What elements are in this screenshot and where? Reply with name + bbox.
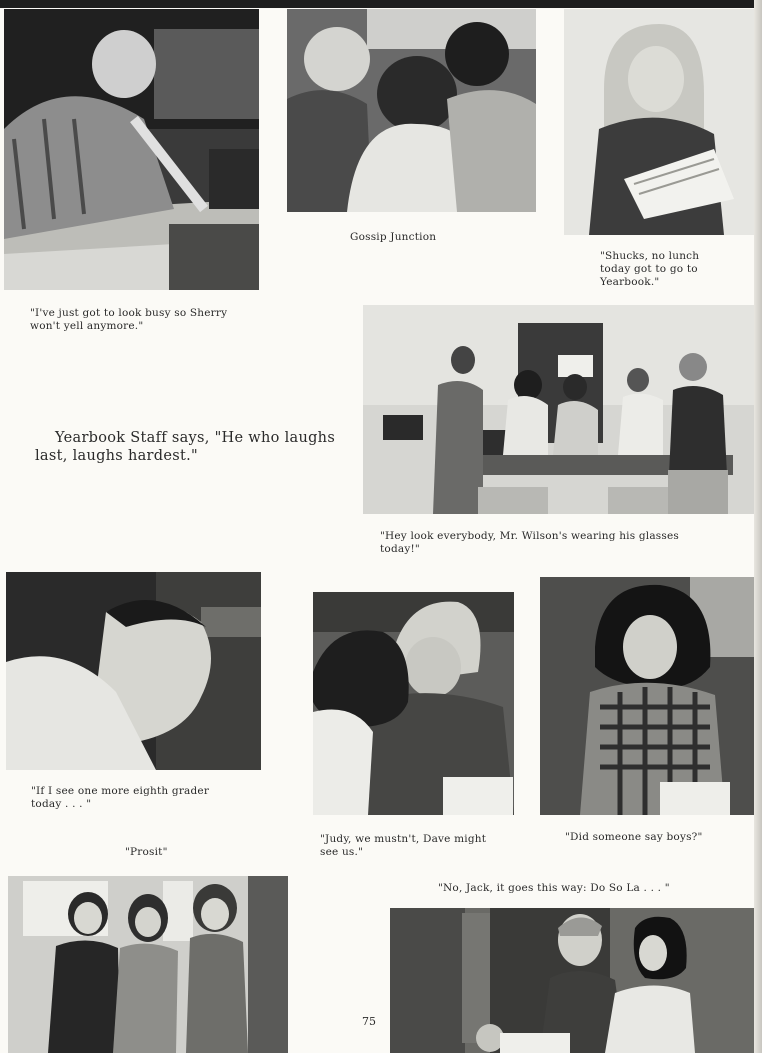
caption-line: won't yell anymore." xyxy=(30,320,144,332)
binding-edge xyxy=(754,0,762,1053)
photo-man-looking-down xyxy=(6,572,261,770)
caption-look-busy xyxy=(30,307,227,333)
caption-line: today got to go to xyxy=(600,263,698,275)
photo-gossip-junction xyxy=(287,9,536,212)
caption-wilson-glasses xyxy=(380,530,679,556)
caption-gossip-junction: Gossip Junction xyxy=(350,231,437,243)
caption-prosit: "Prosit" xyxy=(125,846,168,858)
caption-line: Yearbook." xyxy=(600,276,660,288)
caption-line: see us." xyxy=(320,846,364,858)
photo-boy-at-desk xyxy=(4,9,259,290)
caption-do-so-la: "No, Jack, it goes this way: Do So La . . . " xyxy=(438,882,670,894)
caption-line: "Hey look everybody, Mr. Wilson's wearing his glasses xyxy=(380,530,679,542)
caption-did-someone-say-boys: "Did someone say boys?" xyxy=(565,831,703,843)
caption-line: "Judy, we mustn't, Dave might xyxy=(320,833,487,845)
photo-girl-with-papers xyxy=(564,9,754,235)
top-page-edge xyxy=(0,0,762,8)
feature-line-1: Yearbook Staff says, "He who laughs xyxy=(55,430,336,446)
caption-judy xyxy=(320,833,486,859)
caption-shucks xyxy=(600,250,699,289)
caption-line: "If I see one more eighth grader xyxy=(31,785,210,797)
page-number: 75 xyxy=(362,1015,376,1028)
photo-three-girls xyxy=(8,876,288,1053)
photo-judy-and-friend xyxy=(313,592,514,815)
feature-line-2: last, laughs hardest." xyxy=(35,448,198,464)
caption-line: "I've just got to look busy so Sherry xyxy=(30,307,228,319)
photo-yearbook-staff-room xyxy=(363,305,754,514)
caption-line: today . . . " xyxy=(31,798,92,810)
photo-do-so-la xyxy=(390,908,754,1053)
caption-line: "Shucks, no lunch xyxy=(600,250,700,262)
caption-line: today!" xyxy=(380,543,420,555)
feature-quote xyxy=(35,429,335,465)
photo-girl-checked-dress xyxy=(540,577,754,815)
caption-eighth-grader xyxy=(31,785,209,811)
